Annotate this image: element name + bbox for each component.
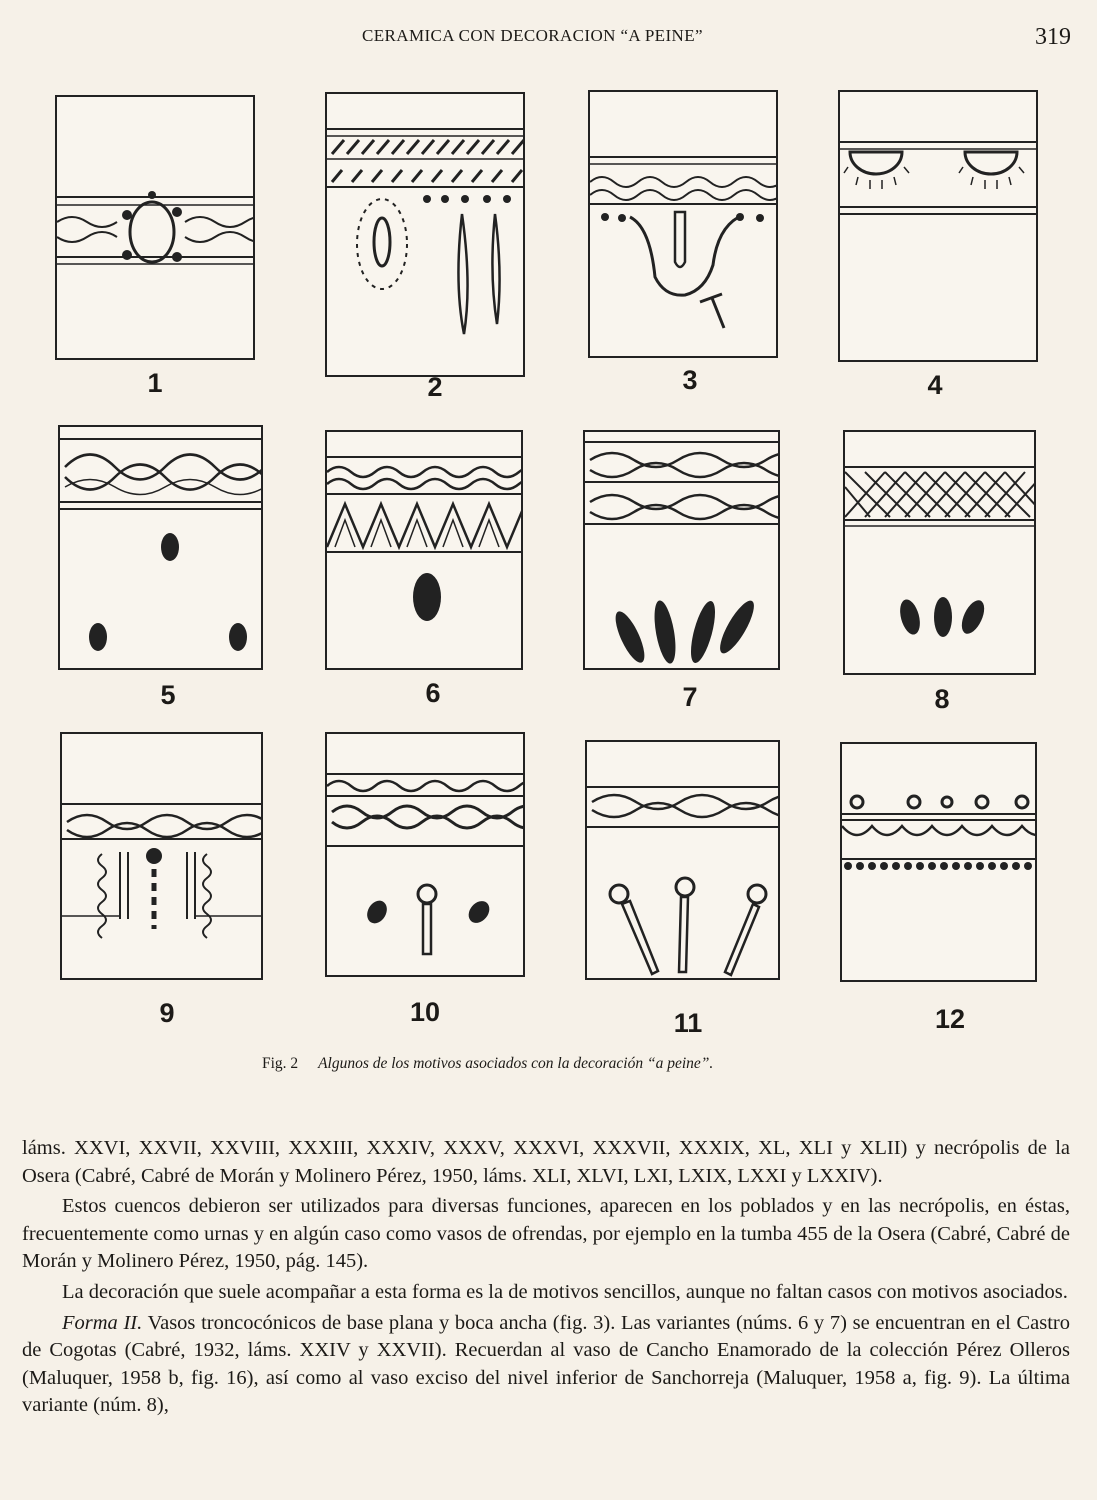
paragraph-4-text: Vasos troncocónicos de base plana y boca ancha (fig. 3). Las variantes (núms. 6 y 7) se encuentran en el Castro de Cogotas (Cabré, 1932, láms. XXIV y XXVII). Recuerdan al vaso de Cancho Enamorado de la colección Pérez Olleros (Maluquer, 1958 b, fig. 16), así como al vaso exciso del nivel inferior de Sanchorreja (Maluquer, 1958 a, fig. 9). La última variante (núm. 8), xyxy=(22,1311,1070,1417)
motif-drawing-9 xyxy=(62,734,263,980)
motif-panel-8 xyxy=(843,430,1036,675)
motif-panel-10 xyxy=(325,732,525,977)
figure-label: Fig. 2 xyxy=(262,1055,299,1072)
panel-number-6: 6 xyxy=(425,678,441,708)
motif-panel-7 xyxy=(583,430,780,670)
figure-2 xyxy=(0,80,1097,1080)
paragraph-3: La decoración que suele acompañar a esta forma es la de motivos sencillos, aunque no faltan casos con motivos asociados. xyxy=(62,1280,1068,1303)
panel-number-4: 4 xyxy=(927,370,943,400)
motif-panel-3 xyxy=(588,90,778,358)
figure-caption-text: Algunos de los motivos asociados con la decoración “a peine”. xyxy=(318,1055,714,1072)
motif-drawing-8 xyxy=(845,432,1036,675)
motif-panel-2 xyxy=(325,92,525,377)
figure-caption xyxy=(262,1055,713,1073)
form-title: Forma II. xyxy=(62,1311,143,1334)
motif-panel-6 xyxy=(325,430,523,670)
page-number: 319 xyxy=(1035,24,1071,50)
panel-number-2: 2 xyxy=(427,372,443,402)
motif-panel-12 xyxy=(840,742,1037,982)
panel-number-11: 11 xyxy=(673,1008,703,1038)
panel-number-5: 5 xyxy=(160,680,176,710)
motif-panel-5 xyxy=(58,425,263,670)
motif-drawing-7 xyxy=(585,432,780,670)
panel-number-7: 7 xyxy=(682,682,698,712)
panel-number-8: 8 xyxy=(934,684,950,714)
panel-number-12: 12 xyxy=(934,1004,966,1034)
motif-drawing-3 xyxy=(590,92,778,358)
motif-panel-1 xyxy=(55,95,255,360)
panel-number-3: 3 xyxy=(682,365,698,395)
page-header xyxy=(0,26,1097,56)
running-title: CERAMICA CON DECORACION “A PEINE” xyxy=(362,26,703,45)
motif-drawing-6 xyxy=(327,432,523,670)
motif-panel-9 xyxy=(60,732,263,980)
paragraph-1: láms. XXVI, XXVII, XXVIII, XXXIII, XXXIV, XXXV, XXXVI, XXXVII, XXXIX, XL, XLI y XLII) y necrópolis de la Osera (Cabré, Cabré de Morán y Molinero Pérez, 1950, láms. XLI, XLVI, LXI, LXIX, LXXI y LXXIV). xyxy=(22,1137,1070,1187)
motif-panel-11 xyxy=(585,740,780,980)
panel-number-1: 1 xyxy=(147,368,163,398)
motif-drawing-5 xyxy=(60,427,263,670)
motif-drawing-11 xyxy=(587,742,780,980)
motif-drawing-10 xyxy=(327,734,525,977)
body-text xyxy=(22,1135,1070,1423)
motif-drawing-12 xyxy=(842,744,1037,982)
motif-drawing-2 xyxy=(327,94,525,377)
paragraph-2: Estos cuencos debieron ser utilizados para diversas funciones, aparecen en los poblados y en las necrópolis, en éstas, frecuentemente como urnas y en algún caso como vasos de ofrendas, por ejemplo en la tumba 455 de la Osera (Cabré, Cabré de Morán y Molinero Pérez, 1950, pág. 145). xyxy=(22,1195,1070,1273)
motif-drawing-1 xyxy=(57,97,255,360)
panel-number-10: 10 xyxy=(409,997,441,1027)
paragraph-4 xyxy=(22,1310,1070,1420)
panel-number-9: 9 xyxy=(159,998,175,1028)
motif-panel-4 xyxy=(838,90,1038,362)
motif-drawing-4 xyxy=(840,92,1038,362)
